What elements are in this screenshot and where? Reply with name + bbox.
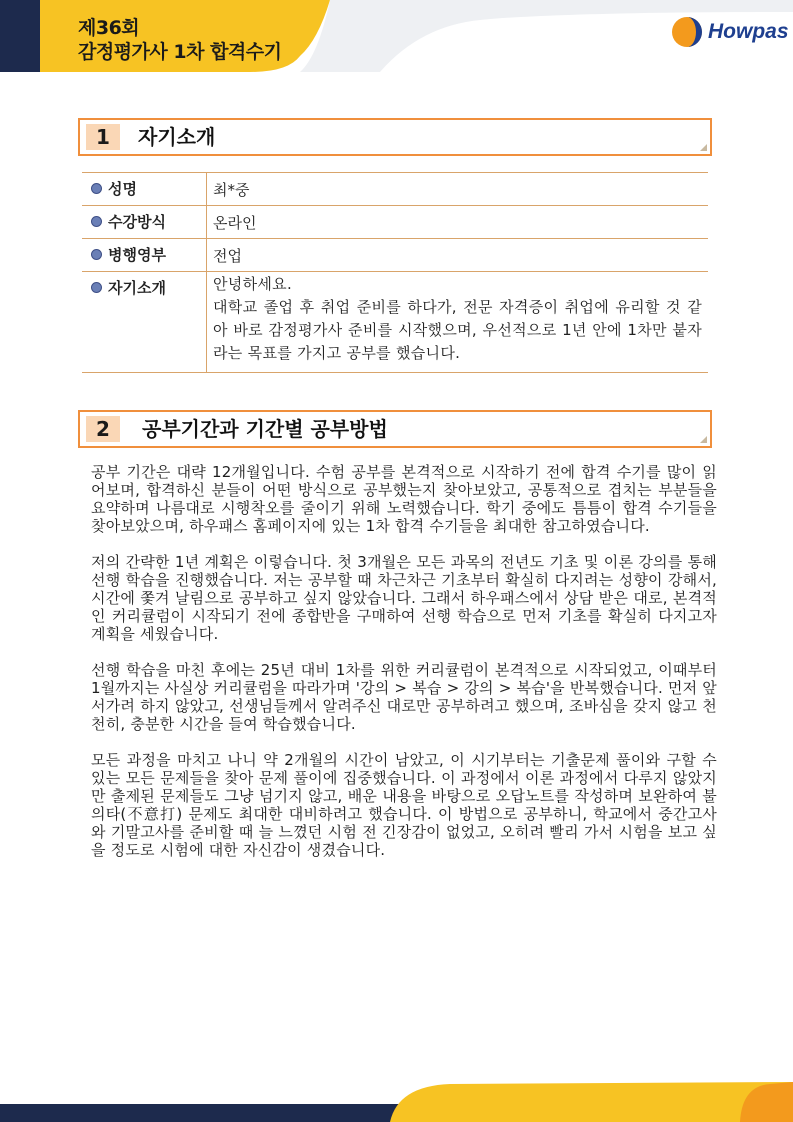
profile-table	[82, 172, 708, 373]
intro-text: 대학교 졸업 후 취업 준비를 하다가, 전문 자격증이 취업에 유리할 것 같아 바로 감정평가사 준비를 시작했으며, 우선적으로 1년 안에 1차만 붙자라는 목표를 가지고 공부를 했습니다.	[213, 298, 702, 362]
label-name: 성명	[108, 180, 137, 198]
label-status: 병행영부	[108, 246, 166, 264]
section-1-number: 1	[86, 124, 120, 150]
value-method: 온라인	[207, 206, 709, 239]
value-name: 최*중	[207, 173, 709, 206]
logo-mark-icon	[670, 16, 704, 48]
paragraph-3: 선행 학습을 마친 후에는 25년 대비 1차를 위한 커리큘럼이 본격적으로 시작되었고, 이때부터 1월까지는 사실상 커리큘럼을 따라가며 '강의 > 복습 > 강의 > 복습'을 반복했습니다. 먼저 앞서가려 하지 않았고, 선생님들께서 알려주신 대로만 공부하려고 했으며, 조바심을 갖지 않고 천천히, 충분한 시간을 들여 학습했습니다.	[91, 661, 717, 733]
section-2-title: 공부기간과 기간별 공부방법	[142, 417, 388, 441]
logo-text: Howpas	[708, 20, 789, 43]
bullet-icon	[91, 183, 102, 194]
howpass-logo	[670, 16, 789, 48]
profile-row-status	[82, 239, 708, 272]
paragraph-2: 저의 간략한 1년 계획은 이렇습니다. 첫 3개월은 모든 과목의 전년도 기초 및 이론 강의를 통해 선행 학습을 진행했습니다. 저는 공부할 때 차근차근 기초부터 확실히 다지려는 성향이 강해서, 시간에 쫓겨 날림으로 공부하고 싶지 않았습니다. 그래서 하우패스에서 상담 받은 대로, 본격적인 커리큘럼이 시작되기 전에 종합반을 구매하여 선행 학습으로 먼저 기초를 확실히 다지고자 계획을 세웠습니다.	[91, 553, 717, 643]
value-intro	[207, 272, 709, 373]
intro-greeting: 안녕하세요.	[213, 275, 293, 293]
label-method: 수강방식	[108, 213, 166, 231]
section-1-title: 자기소개	[138, 125, 216, 149]
paragraph-4: 모든 과정을 마치고 나니 약 2개월의 시간이 남았고, 이 시기부터는 기출문제 풀이와 구할 수 있는 모든 문제들을 찾아 문제 풀이에 집중했습니다. 이 과정에서 이론 과정에서 다루지 않았지만 출제된 문제들도 그냥 넘기지 않고, 배운 내용을 바탕으로 오답노트를 작성하며 보완하여 불의타(不意打) 문제도 최대한 대비하려고 했습니다. 이 방법으로 공부하니, 학교에서 중간고사와 기말고사를 준비할 때 늘 느꼈던 시험 전 긴장감이 없었고, 오히려 빨리 가서 시험을 보고 싶을 정도로 시험에 대한 자신감이 생겼습니다.	[91, 751, 717, 859]
profile-row-method	[82, 206, 708, 239]
section-2-number: 2	[86, 416, 120, 442]
paragraph-1: 공부 기간은 대략 12개월입니다. 수험 공부를 본격적으로 시작하기 전에 합격 수기를 많이 읽어보며, 합격하신 분들이 어떤 방식으로 공부했는지 찾아보았고, 공통적으로 겹치는 부분들을 요약하며 나름대로 시행착오를 줄이기 위해 노력했습니다. 학기 중에도 틈틈이 합격 수기들을 찾아보았으며, 하우패스 홈페이지에 있는 1차 합격 수기들을 최대한 참고하였습니다.	[91, 463, 717, 535]
label-intro: 자기소개	[108, 279, 166, 297]
footer-banner	[0, 1082, 793, 1122]
bullet-icon	[91, 282, 102, 293]
bullet-icon	[91, 249, 102, 260]
bullet-icon	[91, 216, 102, 227]
study-method-text	[91, 463, 717, 877]
section-1-header	[78, 118, 712, 156]
title-line-2: 감정평가사 1차 합격수기	[78, 41, 282, 63]
profile-row-name	[82, 173, 708, 206]
title-line-1: 제36회	[78, 17, 140, 39]
section-2-header	[78, 410, 712, 448]
document-title	[78, 16, 282, 64]
value-status: 전업	[207, 239, 709, 272]
profile-row-intro	[82, 272, 708, 373]
